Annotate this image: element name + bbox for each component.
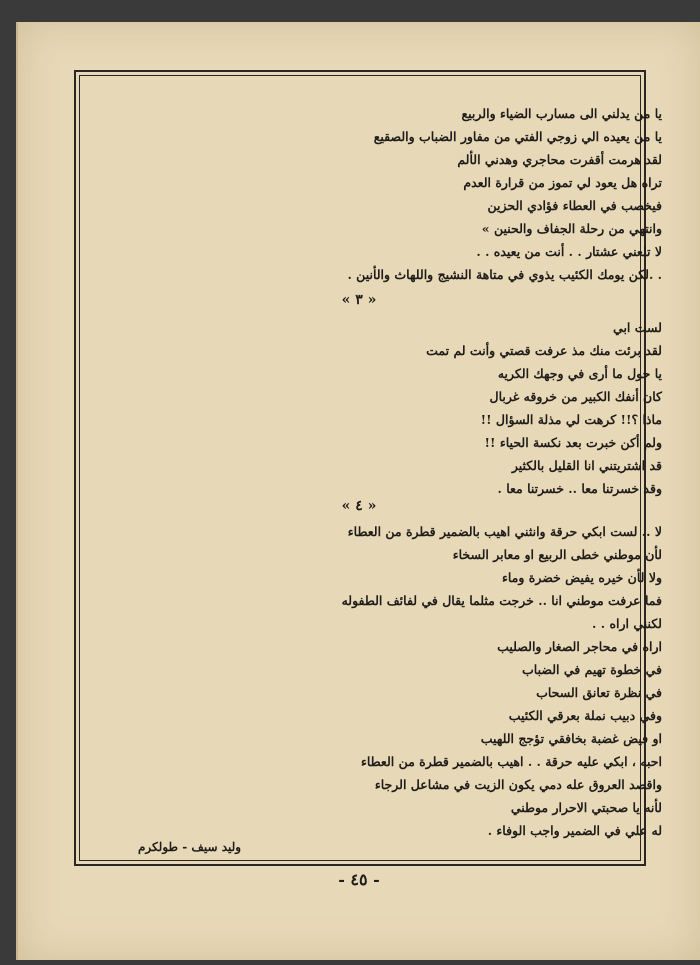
poem-line: وفي دبيب نملة بعرقي الكئيب [508, 708, 662, 723]
poem-line: لكنني اراه . . [592, 616, 662, 631]
poem-line: . .لكن يومك الكئيب يذوي في متاهة النشيج واللهاث والأنين . [347, 267, 662, 282]
poem-line: يا من يعيده الي زوجي الفتي من مفاور الضباب والصقيع [373, 129, 662, 144]
section-marker-4: « ٤ » [341, 498, 377, 514]
poem-line: فما عرفت موطني انا .. خرجت مثلما يقال في لفائف الطفوله [341, 593, 662, 608]
poem-line: لقد هرمت أقفرت محاجري وهدني الألم [457, 152, 662, 167]
poem-line: لأنه يا صحبتي الاحرار موطني [510, 800, 662, 815]
poem-line: له علي في الضمير واجب الوفاء . [487, 823, 662, 838]
poem-line: كان أنفك الكبير من خروقه غربال [489, 389, 662, 404]
author-signature: وليد سيف - طولكرم [138, 840, 242, 854]
poem-line: في نظرة تعانق السحاب [536, 685, 662, 700]
poem-line: واقصد العروق عله دمي يكون الزيت في مشاعل الرجاء [374, 777, 662, 792]
poem-line: تراه هل يعود لي تموز من قرارة العدم [463, 175, 662, 190]
poem-line: ماذا ؟!! كرهت لي مذلة السؤال !! [480, 412, 662, 427]
poem-line: او فيض غضبة بخافقي تؤجج اللهيب [480, 731, 662, 746]
poem-line: لست ابي [613, 320, 662, 335]
poem-line: فيخصب في العطاء فؤادي الحزين [487, 198, 662, 213]
poem-line: وانتهي من رحلة الجفاف والحنين » [481, 221, 662, 236]
poem-line: يا حول ما أرى في وجهك الكريه [497, 366, 662, 381]
poem-line: لا .. لست ابكي حرقة وانثني اهيب بالضمير قطرة من العطاء [347, 524, 662, 539]
poem-line: ولم أكن خبرت بعد نكسة الحياء !! [484, 435, 662, 450]
poem-line: اراه في محاجر الصغار والصليب [497, 639, 662, 654]
section-marker-3: « ٣ » [341, 292, 377, 308]
poem-line: لأن موطني خطى الربيع او معابر السخاء [452, 547, 662, 562]
poem-line: لقد برئت منك مذ عرفت قصتي وأنت لم تمت [426, 343, 662, 358]
page-number: - ٤٥ - [338, 870, 380, 889]
poem-line: وقد خسرتنا معا .. خسرتنا معا . [497, 481, 662, 496]
poem-line: قد اشتريتني انا القليل بالكثير [511, 458, 662, 473]
book-page [16, 22, 700, 960]
poem-line: في خطوة تهيم في الضباب [522, 662, 662, 677]
poem-line: ولا لأن خيره يفيض خضرة وماء [502, 570, 662, 585]
poem-line: يا من يدلني الى مسارب الضياء والربيع [461, 106, 662, 121]
poem-line: لا تلعني عشتار . . أنت من يعيده . . [476, 244, 662, 259]
poem-line: احبه ، ابكي عليه حرقة . . اهيب بالضمير قطرة من العطاء [360, 754, 662, 769]
